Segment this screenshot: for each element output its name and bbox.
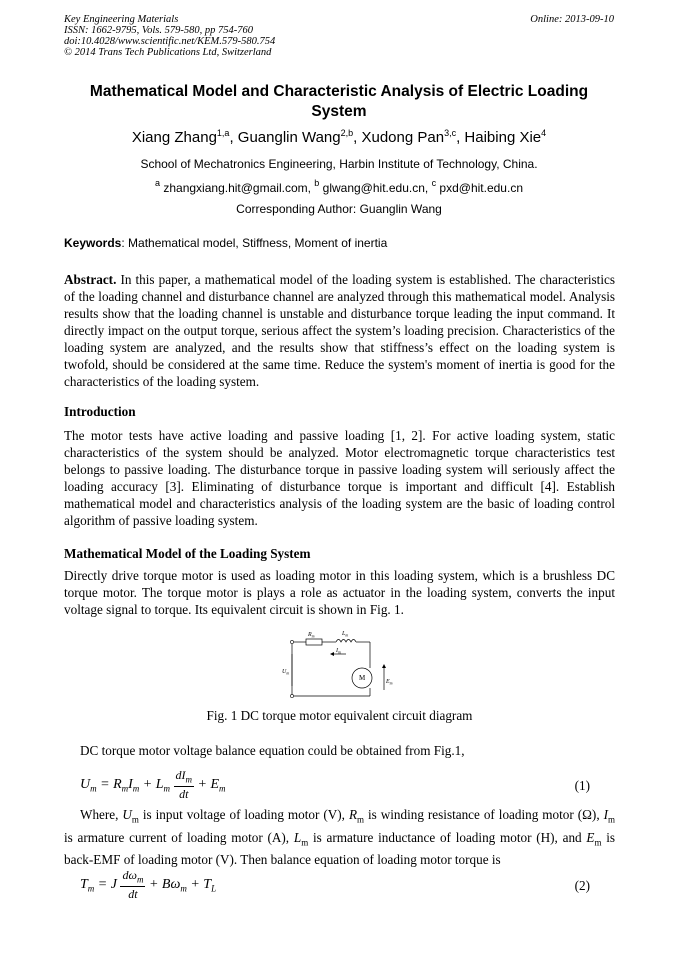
author-name: Xudong Pan <box>361 129 445 146</box>
email-link[interactable]: pxd@hit.edu.cn <box>439 181 523 195</box>
issn-line: ISSN: 1662-9795, Vols. 579-580, pp 754-760 <box>64 25 253 36</box>
voltage-intro-text: DC torque motor voltage balance equation could be obtained from Fig.1, <box>80 743 465 758</box>
section-heading-model: Mathematical Model of the Loading System <box>64 546 311 561</box>
lm-label: $L_m$ <box>342 631 349 638</box>
journal-header <box>64 14 275 58</box>
keywords-line <box>64 236 614 250</box>
abstract-label: Abstract. <box>64 272 117 287</box>
keywords-label: Keywords <box>64 236 122 250</box>
figure-caption: Fig. 1 DC torque motor equivalent circuit diagram <box>206 708 473 723</box>
introduction-paragraph: The motor tests have active loading and passive loading [1, 2]. For active loading system, static characteristics of the system should be analyzed. Motor electromagnetic torque characteristics test belongs to passive loading. The disturbance torque in passive loading system will seriously affect the loading accuracy [3]. Eliminating of disturbance torque is important and difficult [4]. Establish mathematical model and characteristics analysis of the loading system are the basic of loading control algorithm of passive loading system. <box>64 428 615 528</box>
doi-link[interactable]: doi:10.4028/www.scientific.net/KEM.579-580.754 <box>64 36 276 47</box>
equation-2-number: (2) <box>574 878 590 893</box>
em-label: $E_m$ <box>386 679 393 686</box>
paper-title: Mathematical Model and Characteristic Analysis of Electric Loading System <box>89 83 589 120</box>
author-affil-mark: 1,a <box>216 128 230 138</box>
im-label: $I_m$ <box>336 648 341 655</box>
affiliation: School of Mechatronics Engineering, Harbin Institute of Technology, China. <box>140 157 538 171</box>
author-list: Xiang Zhang$^{1,a}$, Guanglin Wang$^{2,b}$, Xudong Pan$^{3,c}$, Haibing Xie$^4$ <box>131 128 547 146</box>
author-affil-mark: 3,c <box>444 128 457 138</box>
where-paragraph: Where, $U_m$ is input voltage of loading motor (V), $R_m$ is winding resistance of loading motor (Ω), $I_m$ is armature current of loading motor (A), $L_m$ is armature inductance of loading motor (H), and $E_m$ is back-EMF of loading motor (V). Then balance equation of loading motor torque is <box>64 807 616 868</box>
author-name: Haibing Xie <box>464 129 542 146</box>
corresponding-author: Corresponding Author: Guanglin Wang <box>236 202 442 216</box>
rm-label: $R_m$ <box>308 632 315 639</box>
equation-1: $U_m = R_mI_m + L_m$ $\frac{dI_m}{dt}$ + $E_m$ <box>80 768 226 802</box>
um-label: $U_m$ <box>282 669 290 676</box>
email-mark: b <box>314 178 320 188</box>
circuit-diagram <box>280 626 400 706</box>
copyright-line: © 2014 Trans Tech Publications Ltd, Switzerland <box>64 47 272 58</box>
motor-label: M <box>359 674 366 682</box>
equation-1-number: (1) <box>574 778 590 793</box>
author-affil-mark: 2,b <box>340 128 354 138</box>
email-mark: a <box>155 178 161 188</box>
email-link[interactable]: zhangxiang.hit@gmail.com <box>163 181 308 195</box>
keywords-text: : Mathematical model, Stiffness, Moment of inertia <box>121 236 388 250</box>
fraction: $\frac{dI_m}{dt}$ <box>175 768 193 802</box>
email-list: $^a$ zhangxiang.hit@gmail.com, $^b$ glwang@hit.edu.cn, $^c$ pxd@hit.edu.cn <box>155 178 523 195</box>
equation-2: $T_m = J$ $\frac{d\omega_m}{dt}$ + $B\omega_m + T_L$ <box>80 868 217 902</box>
fraction: $\frac{d\omega_m}{dt}$ <box>122 868 144 902</box>
email-link[interactable]: glwang@hit.edu.cn <box>322 181 425 195</box>
author-affil-mark: 4 <box>541 128 547 138</box>
abstract-text: In this paper, a mathematical model of the loading system is established. The characteristics of the loading channel and disturbance channel are analyzed through this mathematical model. Analysis results show that the loading channel is unstable and disturbance torque leading the input command. It directly impact on the output torque, serious affect the system’s loading precision. Characteristics of the loading system are analyzed, and the results show that stiffness’s effect on the loading system is twofold, should be considered at the same time. Reduce the system's moment of inertia is good for the characteristics of the loading system. <box>64 272 615 389</box>
online-date: Online: 2013-09-10 <box>530 14 614 25</box>
section-heading-introduction: Introduction <box>64 404 136 419</box>
model-paragraph: Directly drive torque motor is used as loading motor in this loading system, which is a brushless DC torque motor. The torque motor is plays a role as actuator in the loading system, converts the input voltage signal to torque. Its equivalent circuit is shown in Fig. 1. <box>64 568 615 617</box>
author-name: Guanglin Wang <box>237 129 341 146</box>
author-name: Xiang Zhang <box>131 129 217 146</box>
abstract-paragraph <box>64 271 615 390</box>
email-mark: c <box>431 178 437 188</box>
journal-name: Key Engineering Materials <box>64 14 179 25</box>
